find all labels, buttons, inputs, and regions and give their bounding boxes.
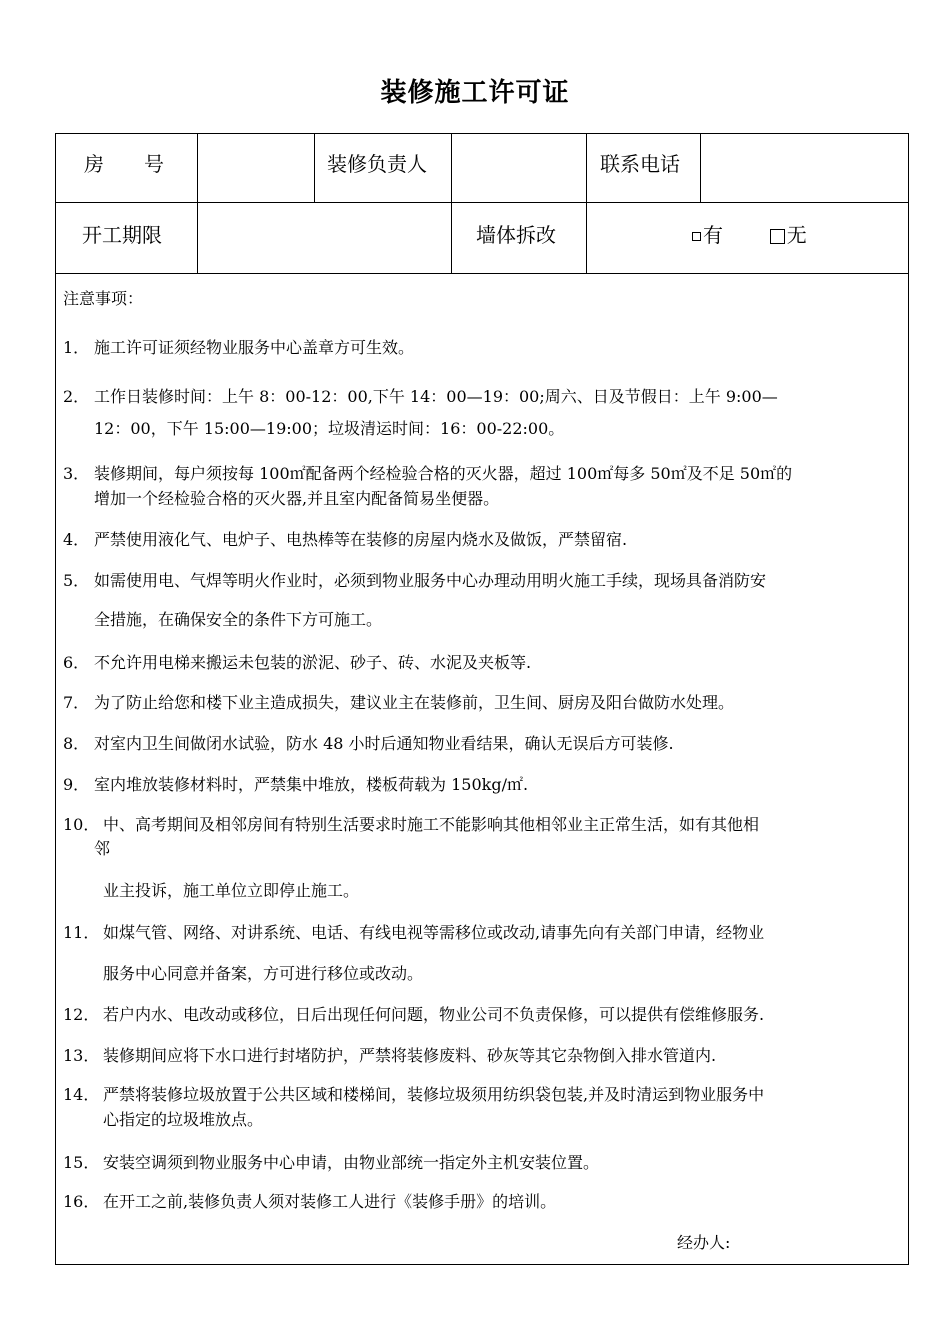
wall-no-label: 无 xyxy=(786,223,807,247)
phone-field[interactable] xyxy=(701,135,906,201)
note-item-5: 5． 如需使用电、气焊等明火作业时，必须到物业服务中心办理动用明火施工手续，现场具备消防安 xyxy=(63,571,767,590)
note-item-3: 3． 装修期间，每户须按每 100㎡配备两个经检验合格的灭火器，超过 100㎡每多 50㎡及不足 50㎡的 xyxy=(63,464,793,483)
note-item-16: 16． 在开工之前,装修负责人须对装修工人进行《装修手册》的培训。 xyxy=(63,1192,557,1211)
note-item-9: 9． 室内堆放装修材料时，严禁集中堆放，楼板荷载为 150kg/㎡. xyxy=(63,775,529,794)
note-item-4: 4． 严禁使用液化气、电炉子、电热棒等在装修的房屋内烧水及做饭，严禁留宿. xyxy=(63,530,628,549)
room-number-label: 房 号 xyxy=(84,152,164,176)
note-item-2-cont: 12：00，下午 15:00—19:00；垃圾清运时间：16：00-22:00。 xyxy=(94,419,565,438)
phone-label: 联系电话 xyxy=(600,152,680,176)
owner-label: 装修负责人 xyxy=(327,152,427,176)
wall-modification-label: 墙体拆改 xyxy=(476,223,556,247)
work-period-label: 开工期限 xyxy=(82,223,162,247)
note-item-2: 2． 工作日装修时间：上午 8：00-12：00,下午 14：00—19：00;周六、日及节假日：上午 9:00— xyxy=(63,387,778,406)
note-item-7: 7． 为了防止给您和楼下业主造成损失，建议业主在装修前，卫生间、厨房及阳台做防水处理。 xyxy=(63,693,735,712)
note-item-6: 6． 不允许用电梯来搬运未包装的淤泥、砂子、砖、水泥及夹板等. xyxy=(63,653,532,672)
wall-modification-options xyxy=(692,219,807,248)
row-divider xyxy=(56,202,908,203)
row-divider xyxy=(56,273,908,274)
owner-field[interactable] xyxy=(452,135,585,201)
note-item-11-cont: 服务中心同意并备案，方可进行移位或改动。 xyxy=(103,964,424,983)
note-item-8: 8． 对室内卫生间做闭水试验，防水 48 小时后通知物业看结果，确认无误后方可装修. xyxy=(63,734,674,753)
note-item-15: 15． 安装空调须到物业服务中心申请，由物业部统一指定外主机安装位置。 xyxy=(63,1153,600,1172)
note-item-14: 14． 严禁将装修垃圾放置于公共区域和楼梯间，装修垃圾须用纺织袋包装,并及时清运到物业服务中 xyxy=(63,1085,765,1104)
column-divider xyxy=(586,134,587,273)
handler-label: 经办人: xyxy=(677,1233,731,1252)
note-item-5-cont: 全措施，在确保安全的条件下方可施工。 xyxy=(94,610,383,629)
note-item-10-cont: 邻 xyxy=(94,839,111,858)
wall-no-checkbox[interactable] xyxy=(770,229,785,244)
note-item-3-cont: 增加一个经检验合格的灭火器,并且室内配备简易坐便器。 xyxy=(94,489,500,508)
note-item-12: 12． 若户内水、电改动或移位，日后出现任何问题，物业公司不负责保修，可以提供有偿维修服务. xyxy=(63,1005,765,1024)
wall-yes-label: 有 xyxy=(703,223,723,247)
wall-yes-checkbox[interactable] xyxy=(692,232,701,241)
document-title: 装修施工许可证 xyxy=(380,78,570,108)
note-item-13: 13． 装修期间应将下水口进行封堵防护，严禁将装修废料、砂灰等其它杂物倒入排水管道内. xyxy=(63,1046,717,1065)
note-item-10-cont: 业主投诉，施工单位立即停止施工。 xyxy=(103,881,360,900)
note-item-11: 11． 如煤气管、网络、对讲系统、电话、有线电视等需移位或改动,请事先向有关部门申请，经物业 xyxy=(63,923,765,942)
notes-heading: 注意事项： xyxy=(63,289,144,308)
note-item-10: 10． 中、高考期间及相邻房间有特别生活要求时施工不能影响其他相邻业主正常生活，如有其他相 xyxy=(63,815,760,834)
note-item-14-cont: 心指定的垃圾堆放点。 xyxy=(103,1110,264,1129)
note-item-1: 1． 施工许可证须经物业服务中心盖章方可生效。 xyxy=(63,338,415,357)
room-number-field[interactable] xyxy=(198,135,313,201)
column-divider xyxy=(314,134,315,202)
work-period-field[interactable] xyxy=(198,203,450,272)
